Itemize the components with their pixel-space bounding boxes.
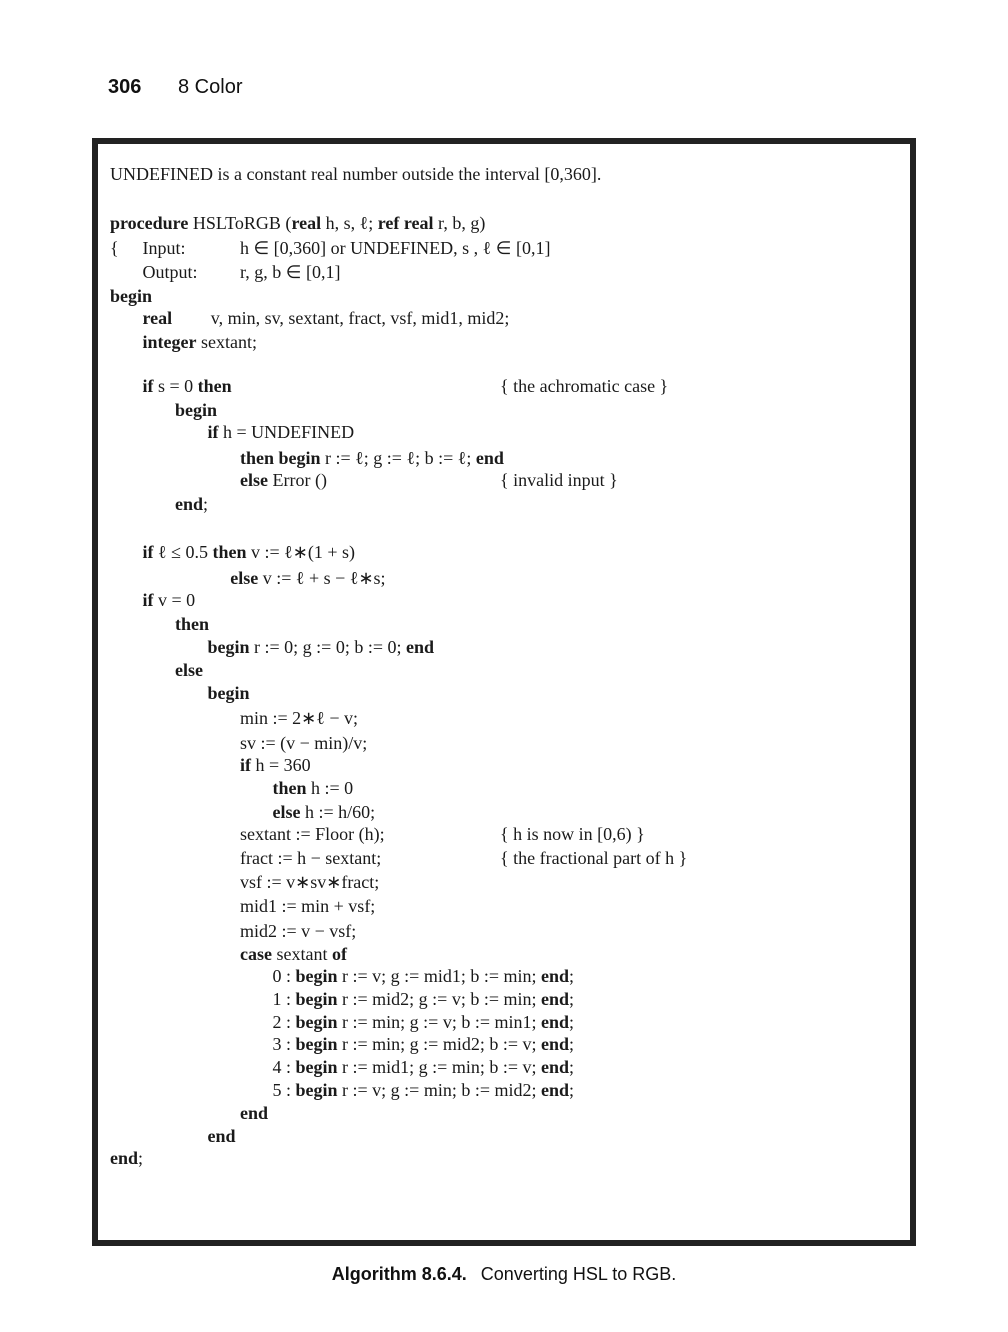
keyword: begin <box>295 1080 338 1100</box>
code-line <box>143 541 356 563</box>
keyword: begin <box>278 448 321 468</box>
code-line <box>208 421 355 443</box>
code-line <box>175 493 208 515</box>
code-text: sv := (v − min)/v; <box>240 733 368 753</box>
keyword: begin <box>295 1012 338 1032</box>
code-text: r := v; g := min; b := mid2; <box>337 1080 541 1100</box>
code-text: h = UNDEFINED <box>218 422 355 442</box>
code-text: UNDEFINED is a constant real number outside the interval [0,360]. <box>110 164 602 184</box>
keyword: begin <box>175 400 218 420</box>
code-line <box>175 659 203 681</box>
keyword: real <box>142 308 173 328</box>
code-text: sextant <box>271 944 332 964</box>
code-line <box>240 1102 268 1124</box>
keyword: end <box>541 1057 570 1077</box>
code-text: 2 : <box>272 1012 296 1032</box>
keyword: else <box>240 470 268 490</box>
keyword: begin <box>295 989 338 1009</box>
code-comment: { invalid input } <box>500 470 618 490</box>
code-text: r, g, b ∈ [0,1] <box>240 262 341 282</box>
code-text: 3 : <box>272 1034 296 1054</box>
code-line <box>143 589 196 611</box>
code-text: r := mid1; g := min; b := v; <box>337 1057 541 1077</box>
code-text: r := mid2; g := v; b := min; <box>337 989 541 1009</box>
keyword: if <box>142 542 154 562</box>
code-line <box>143 375 232 397</box>
keyword: end <box>207 1126 236 1146</box>
code-comment: { h is now in [0,6) } <box>500 824 645 844</box>
code-text: vsf := v∗sv∗fract; <box>240 872 380 892</box>
code-line <box>240 823 385 845</box>
keyword: ref real <box>377 213 434 233</box>
code-text: s = 0 <box>153 376 198 396</box>
code-line <box>240 237 550 259</box>
keyword: then <box>240 448 275 468</box>
chapter-title: 8 Color <box>178 76 243 98</box>
code-line <box>110 237 119 259</box>
keyword: else <box>175 660 203 680</box>
code-text: Input: <box>142 238 186 258</box>
caption-label: Algorithm 8.6.4. <box>331 1264 467 1284</box>
keyword: case <box>240 944 272 964</box>
code-text: fract := h − sextant; <box>240 848 382 868</box>
code-line <box>175 613 209 635</box>
keyword: if <box>142 376 154 396</box>
code-text: mid1 := min + vsf; <box>240 896 376 916</box>
keyword: end <box>175 494 204 514</box>
code-line <box>175 399 217 421</box>
code-text: r := min; g := v; b := min1; <box>337 1012 541 1032</box>
code-text: ; <box>569 1012 575 1032</box>
keyword: if <box>142 590 154 610</box>
keyword: then <box>212 542 247 562</box>
code-line <box>240 895 375 917</box>
keyword: end <box>541 1012 570 1032</box>
keyword: end <box>541 1034 570 1054</box>
code-text: ; <box>569 989 575 1009</box>
code-text: ; <box>203 494 209 514</box>
code-text: ℓ ≤ 0.5 <box>153 542 213 562</box>
code-text: h ∈ [0,360] or UNDEFINED, s , ℓ ∈ [0,1] <box>240 238 551 258</box>
keyword: begin <box>295 966 338 986</box>
code-text: r := min; g := mid2; b := v; <box>337 1034 541 1054</box>
keyword: real <box>291 213 322 233</box>
code-line <box>240 707 358 729</box>
code-text: v, min, sv, sextant, fract, vsf, mid1, mid2; <box>210 308 510 328</box>
page-number: 306 <box>108 76 142 98</box>
code-comment: { the achromatic case } <box>500 376 669 396</box>
code-line <box>273 1011 575 1033</box>
caption-text: Converting HSL to RGB. <box>480 1264 677 1284</box>
code-text: r := 0; g := 0; b := 0; <box>249 637 406 657</box>
keyword: else <box>230 568 259 588</box>
keyword: begin <box>207 637 250 657</box>
code-text: v := ℓ + s − ℓ∗s; <box>258 568 386 588</box>
keyword: end <box>405 637 434 657</box>
figure-caption <box>0 1264 1008 1285</box>
code-line <box>143 261 198 283</box>
code-text: sextant := Floor (h); <box>240 824 385 844</box>
code-text: ; <box>569 966 575 986</box>
code-line <box>110 212 485 234</box>
code-text: { <box>110 238 119 258</box>
keyword: of <box>331 944 347 964</box>
code-text: r := ℓ; g := ℓ; b := ℓ; <box>320 448 476 468</box>
keyword: then <box>197 376 232 396</box>
code-line <box>230 567 385 589</box>
code-line <box>208 682 250 704</box>
code-line <box>240 847 381 869</box>
code-line <box>208 636 435 658</box>
code-line <box>240 943 347 965</box>
keyword: begin <box>207 683 250 703</box>
code-text: 1 : <box>272 989 296 1009</box>
keyword: procedure <box>110 213 189 233</box>
code-text: ; <box>569 1034 575 1054</box>
code-line <box>110 285 152 307</box>
code-line <box>273 1033 575 1055</box>
code-text: h = 360 <box>251 755 311 775</box>
code-line <box>240 261 340 283</box>
code-line <box>240 920 356 942</box>
keyword: end <box>541 1080 570 1100</box>
code-text: r := v; g := mid1; b := min; <box>337 966 541 986</box>
code-text: ; <box>138 1148 144 1168</box>
keyword: then <box>272 778 307 798</box>
code-line <box>110 163 601 185</box>
code-text: 0 : <box>272 966 296 986</box>
keyword: end <box>541 989 570 1009</box>
code-text: 4 : <box>272 1057 296 1077</box>
code-text: sextant; <box>196 332 257 352</box>
code-text: h := 0 <box>306 778 354 798</box>
keyword: end <box>541 966 570 986</box>
code-line <box>240 732 367 754</box>
code-line <box>240 447 504 469</box>
code-line <box>273 965 575 987</box>
code-line <box>240 754 311 776</box>
code-text: ; <box>569 1080 575 1100</box>
keyword: if <box>207 422 219 442</box>
keyword: end <box>240 1103 269 1123</box>
code-comment: { the fractional part of h } <box>500 848 688 868</box>
keyword: if <box>240 755 251 775</box>
code-text: v = 0 <box>153 590 196 610</box>
code-line <box>273 988 575 1010</box>
keyword: end <box>475 448 504 468</box>
code-line <box>273 801 376 823</box>
code-line <box>143 331 257 353</box>
code-line <box>273 777 354 799</box>
code-text: HSLToRGB ( <box>188 213 292 233</box>
keyword: then <box>175 614 210 634</box>
code-line <box>211 307 510 329</box>
code-text: h := h/60; <box>300 802 376 822</box>
code-line <box>110 1147 143 1169</box>
keyword: begin <box>295 1057 338 1077</box>
code-line <box>273 1056 575 1078</box>
code-text: ; <box>569 1057 575 1077</box>
code-text: 5 : <box>272 1080 296 1100</box>
keyword: end <box>110 1148 139 1168</box>
code-line <box>208 1125 236 1147</box>
code-text: r, b, g) <box>433 213 486 233</box>
code-line <box>143 307 173 329</box>
code-text: h, s, ℓ; <box>321 213 378 233</box>
code-line <box>143 237 186 259</box>
code-text: v := ℓ∗(1 + s) <box>246 542 356 562</box>
keyword: begin <box>110 286 153 306</box>
code-line <box>240 469 327 491</box>
code-text: Output: <box>142 262 198 282</box>
code-text: min := 2∗ℓ − v; <box>240 708 359 728</box>
code-text: mid2 := v − vsf; <box>240 921 357 941</box>
keyword: integer <box>142 332 197 352</box>
keyword: else <box>272 802 301 822</box>
code-text: Error () <box>267 470 327 490</box>
keyword: begin <box>295 1034 338 1054</box>
code-line <box>273 1079 575 1101</box>
code-line <box>240 871 379 893</box>
